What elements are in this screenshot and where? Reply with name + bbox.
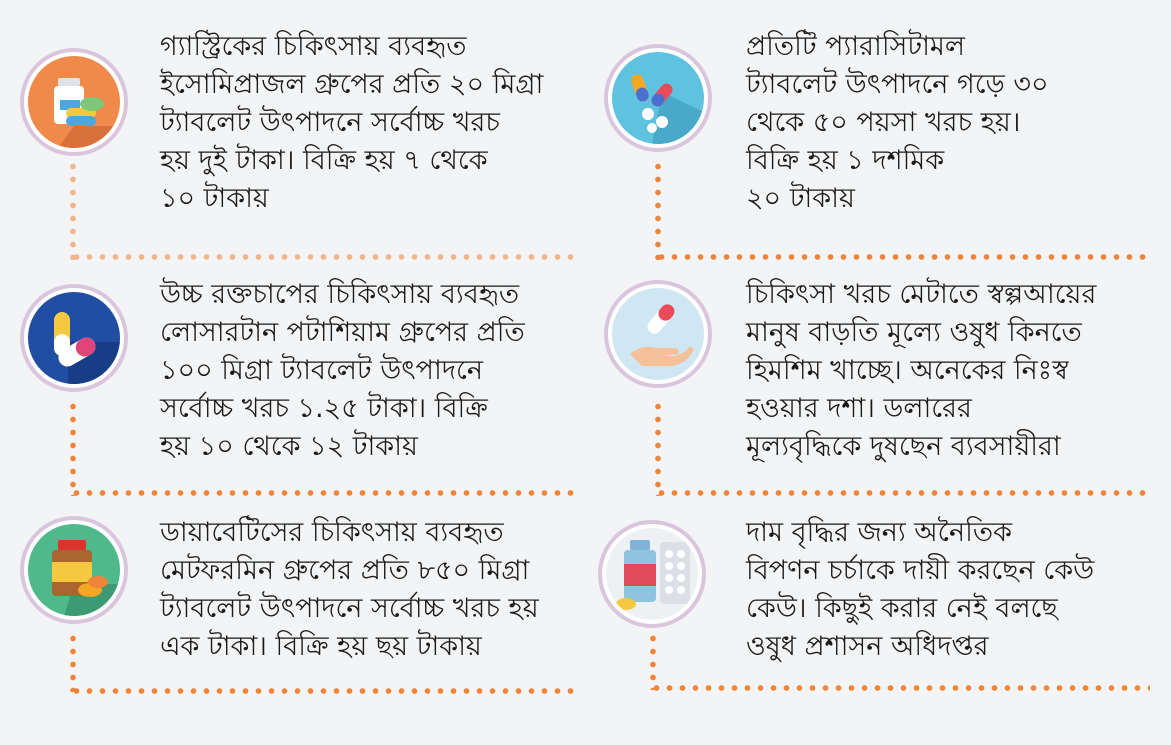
text-line: হয় ১০ থেকে ১২ টাকায় bbox=[160, 431, 418, 462]
text-line: ট্যাবলেট উৎপাদনে সর্বোচ্চ খরচ হয় bbox=[160, 593, 539, 624]
info-text bbox=[746, 28, 1049, 218]
connector-vertical bbox=[650, 632, 656, 690]
capsules-pills-icon bbox=[604, 44, 712, 152]
text-line: কেউ। কিছুই করার নেই বলছে bbox=[746, 593, 1058, 624]
info-text bbox=[746, 514, 1094, 666]
text-line: থেকে ৫০ পয়সা খরচ হয়। bbox=[746, 107, 1021, 138]
text-line: হিমশিম খাচ্ছে। অনেকের নিঃস্ব bbox=[746, 355, 1069, 386]
text-line: প্রতিটি প্যারাসিটামল bbox=[746, 31, 966, 62]
text-line: বিপণন চর্চাকে দায়ী করছেন কেউ bbox=[746, 555, 1095, 586]
connector-horizontal bbox=[70, 688, 580, 694]
text-line: মানুষ বাড়তি মূল্যে ওষুধ কিনতে bbox=[746, 317, 1082, 348]
connector-vertical bbox=[70, 160, 76, 260]
text-line: ২০ টাকায় bbox=[746, 183, 855, 214]
medicine-jar-icon bbox=[20, 516, 128, 624]
connector-vertical bbox=[655, 400, 661, 496]
text-line: উচ্চ রক্তচাপের চিকিৎসায় ব্যবহৃত bbox=[160, 279, 520, 310]
text-line: ওষুধ প্রশাসন অধিদপ্তর bbox=[746, 631, 989, 662]
text-line: বিক্রি হয় ১ দশমিক bbox=[746, 145, 945, 176]
connector-horizontal bbox=[70, 254, 575, 260]
info-text bbox=[160, 514, 539, 666]
text-line: ট্যাবলেট উৎপাদনে গড়ে ৩০ bbox=[746, 69, 1049, 100]
text-line: মূল্যবৃদ্ধিকে দুষছেন ব্যবসায়ীরা bbox=[746, 431, 1061, 462]
text-line: ইসোমিপ্রাজল গ্রুপের প্রতি ২০ মিগ্রা bbox=[160, 69, 544, 100]
text-line: ১০০ মিগ্রা ট্যাবলেট উৎপাদনে bbox=[160, 355, 483, 386]
connector-horizontal bbox=[655, 490, 1150, 496]
text-line: লোসারটান পটাশিয়াম গ্রুপের প্রতি bbox=[160, 317, 525, 348]
text-line: ডায়াবেটিসের চিকিৎসায় ব্যবহৃত bbox=[160, 517, 504, 548]
connector-horizontal bbox=[70, 490, 575, 496]
text-line: চিকিৎসা খরচ মেটাতে স্বল্পআয়ের bbox=[746, 279, 1097, 310]
connector-horizontal bbox=[650, 685, 1150, 691]
text-line: গ্যাস্ট্রিকের চিকিৎসায় ব্যবহৃত bbox=[160, 31, 467, 62]
text-line: হওয়ার দশা। ডলারের bbox=[746, 393, 972, 424]
text-line: এক টাকা। বিক্রি হয় ছয় টাকায় bbox=[160, 631, 482, 662]
info-text bbox=[746, 276, 1096, 466]
connector-vertical bbox=[70, 632, 76, 692]
text-line: মেটফরমিন গ্রুপের প্রতি ৮৫০ মিগ্রা bbox=[160, 555, 530, 586]
bottle-blister-pack-icon bbox=[598, 520, 706, 628]
pill-hand-icon bbox=[604, 280, 712, 388]
info-text bbox=[160, 28, 543, 218]
connector-horizontal bbox=[655, 254, 1150, 260]
text-line: হয় দুই টাকা। বিক্রি হয় ৭ থেকে bbox=[160, 145, 488, 176]
text-line: ১০ টাকায় bbox=[160, 183, 269, 214]
medicine-bottle-icon bbox=[20, 48, 128, 156]
info-text bbox=[160, 276, 525, 466]
text-line: সর্বোচ্চ খরচ ১.২৫ টাকা। বিক্রি bbox=[160, 393, 488, 424]
capsule-icon bbox=[20, 284, 128, 392]
connector-vertical bbox=[655, 160, 661, 260]
text-line: দাম বৃদ্ধির জন্য অনৈতিক bbox=[746, 517, 1012, 548]
text-line: ট্যাবলেট উৎপাদনে সর্বোচ্চ খরচ bbox=[160, 107, 500, 138]
connector-vertical bbox=[70, 400, 76, 496]
